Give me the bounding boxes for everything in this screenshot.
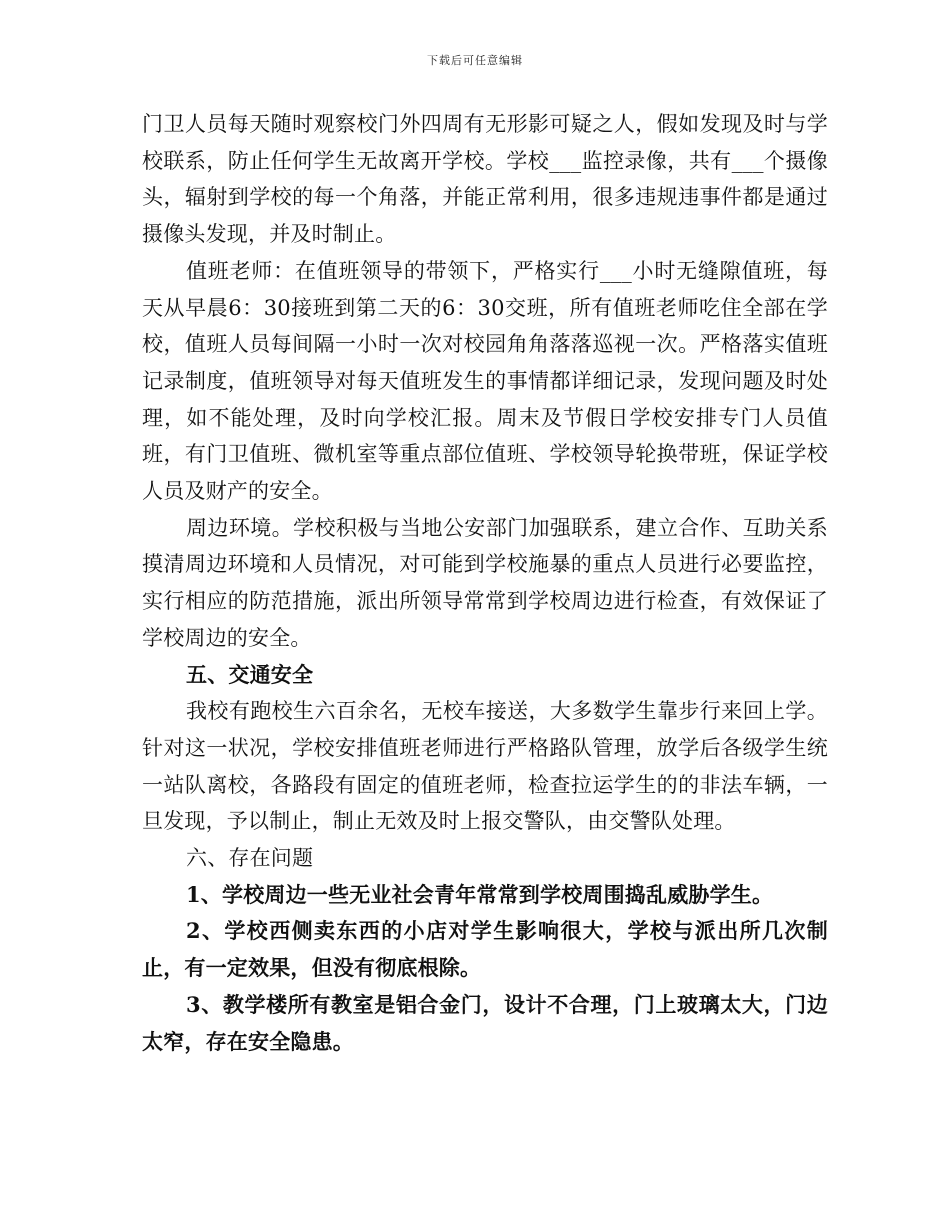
section-heading-traffic-safety: 五、交通安全 bbox=[186, 661, 314, 687]
problem-item-2: 2、学校西侧卖东西的小店对学生影响很大，学校与派出所几次制止，有一定效果，但没有彻底根除。 bbox=[142, 918, 828, 981]
document-body bbox=[142, 106, 828, 1060]
problem-item-3: 3、教学楼所有教室是铝合金门，设计不合理，门上玻璃太大，门边太窄，存在安全隐患。 bbox=[142, 991, 828, 1054]
paragraph-surroundings: 周边环境。学校积极与当地公安部门加强联系，建立合作、互助关系摸清周边环境和人员情况，对可能到学校施暴的重点人员进行必要监控，实行相应的防范措施，派出所领导常常到学校周边进行检查，有效保证了学校周边的安全。 bbox=[142, 515, 828, 650]
paragraph-duty-teachers: 值班老师：在值班领导的带领下，严格实行___小时无缝隙值班，每天从早晨6：30接班到第二天的6：30交班，所有值班老师吃住全部在学校，值班人员每间隔一小时一次对校园角角落落巡视一次。严格落实值班记录制度，值班领导对每天值班发生的事情都详细记录，发现问题及时处理，如不能处理，及时向学校汇报。周末及节假日学校安排专门人员值班，有门卫值班、微机室等重点部位值班、学校领导轮换带班，保证学校人员及财产的安全。 bbox=[142, 258, 828, 504]
paragraph-traffic-safety: 我校有跑校生六百余名，无校车接送，大多数学生靠步行来回上学。针对这一状况，学校安排值班老师进行严格路队管理，放学后各级学生统一站队离校，各路段有固定的值班老师，检查拉运学生的的非法车辆，一旦发现，予以制止，制止无效及时上报交警队，由交警队处理。 bbox=[142, 699, 828, 834]
paragraph-gate-surveillance: 门卫人员每天随时观察校门外四周有无形影可疑之人，假如发现及时与学校联系，防止任何学生无故离开学校。学校___监控录像，共有___个摄像头，辐射到学校的每一个角落，并能正常利用，很多违规违事件都是通过摄像头发现，并及时制止。 bbox=[142, 112, 828, 247]
section-heading-existing-problems: 六、存在问题 bbox=[186, 846, 314, 871]
problem-item-1: 1、学校周边一些无业社会青年常常到学校周围捣乱威胁学生。 bbox=[186, 881, 774, 907]
page-header: 下载后可任意编辑 bbox=[427, 54, 523, 67]
